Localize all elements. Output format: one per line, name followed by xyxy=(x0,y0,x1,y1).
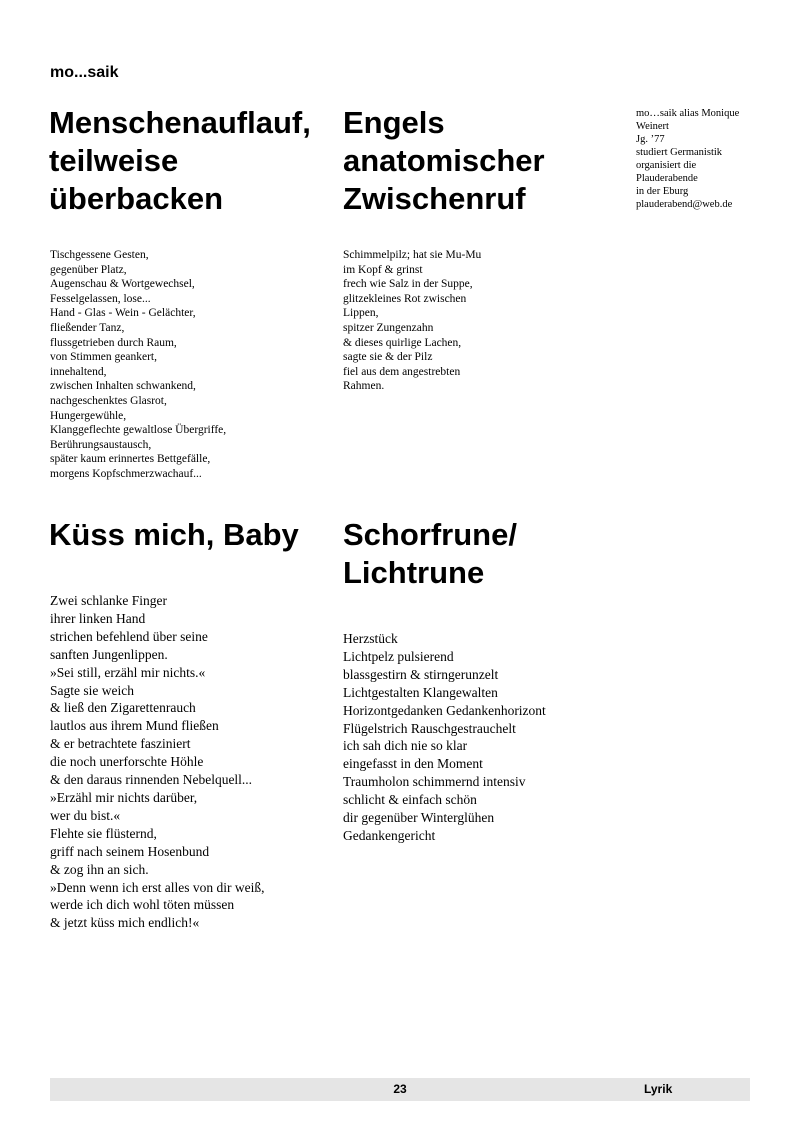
poem-title-schorfrune: Schorfrune/ Lichtrune xyxy=(343,517,517,590)
author-tag: mo...saik xyxy=(50,64,119,81)
poem-text-schorfrune: Herzstück Lichtpelz pulsierend blassgestirn & stirngerunzelt Lichtgestalten Klangewalten Horizontgedanken Gedankenhorizont Flügelstrich Rauschgestrauchelt ich sah dich nie so klar eingefasst in den Moment Traumholon schimmernd intensiv schlicht & einfach schön dir gegenüber Winterglühen Gedankengericht xyxy=(343,631,546,843)
section-label: Lyrik xyxy=(644,1082,673,1096)
poem-title-menschenauflauf: Menschenauflauf, teilweise überbacken xyxy=(49,105,311,216)
page-number: 23 xyxy=(393,1082,407,1096)
poem-text-engels: Schimmelpilz; hat sie Mu-Mu im Kopf & grinst frech wie Salz in der Suppe, glitzekleines Rot zwischen Lippen, spitzer Zungenzahn & dieses quirlige Lachen, sagte sie & der Pilz fiel aus dem angestrebten Rahmen. xyxy=(343,249,482,393)
poem-title-engels: Engels anatomischer Zwischenruf xyxy=(343,105,545,216)
page-footer xyxy=(50,1078,750,1101)
poem-title-kuess-mich: Küss mich, Baby xyxy=(49,517,299,552)
poem-text-kuess-mich: Zwei schlanke Finger ihrer linken Hand strichen befehlend über seine sanften Jungenlippen. »Sei still, erzähl mir nichts.« Sagte sie weich & ließ den Zigarettenrauch lautlos aus ihrem Mund fließen & er betrachtete fasziniert die noch unerforschte Höhle & den daraus rinnenden Nebelquell... »Erzähl mir nichts darüber, wer du bist.« Flehte sie flüsternd, griff nach seinem Hosenbund & zog ihn an sich. »Denn wenn ich erst alles von dir weiß, werde ich dich wohl töten müssen & jetzt küss mich endlich!« xyxy=(50,593,265,931)
poem-text-menschenauflauf: Tischgessene Gesten, gegenüber Platz, Augenschau & Wortgewechsel, Fesselgelassen, lose... Hand - Glas - Wein - Gelächter, fließender Tanz, flussgetrieben durch Raum, von Stimmen geankert, innehaltend, zwischen Inhalten schwankend, nachgeschenktes Glasrot, Hungergewühle, Klanggeflechte gewaltlose Übergriffe, Berührungsaustausch, später kaum erinnertes Bettgefälle, morgens Kopfschmerzwachauf... xyxy=(50,249,227,480)
author-bio: mo…saik alias Monique Weinert Jg. ’77 studiert Germanistik organisiert die Plauderabende in der Eburg plauderabend@web.de xyxy=(636,108,740,210)
